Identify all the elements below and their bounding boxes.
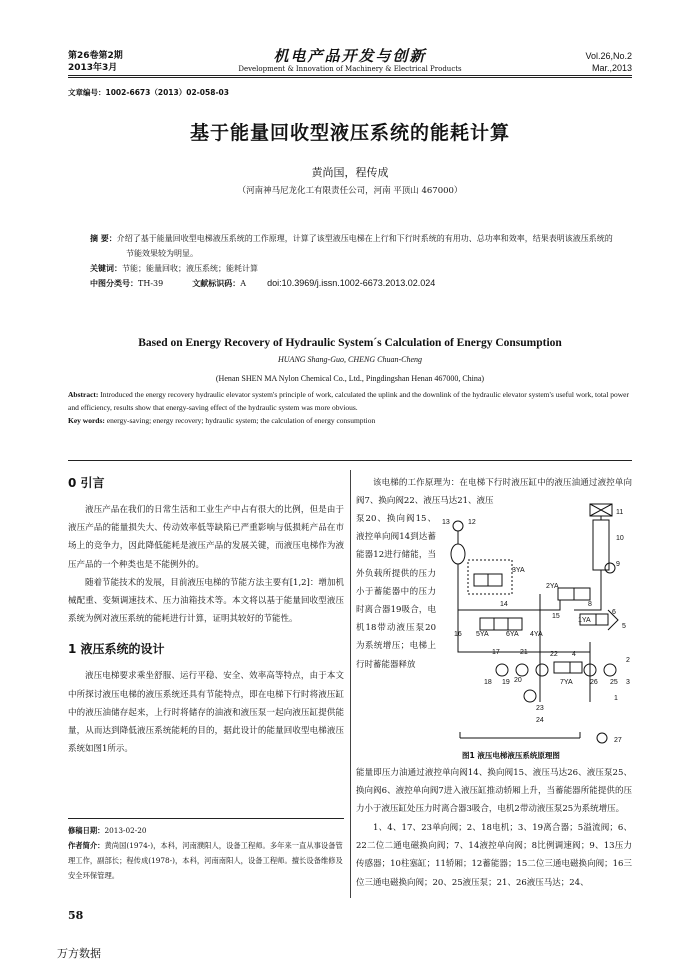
figure-label: 5	[622, 623, 626, 630]
figure-labels	[442, 509, 630, 744]
figure-label: 24	[536, 717, 544, 724]
keywords-en	[68, 414, 632, 427]
figure-label: 3	[626, 679, 630, 686]
article-number: 文章编号：1002-6673（2013）02-058-03	[68, 88, 229, 97]
affiliation-en: (Henan SHEN MA Nylon Chemical Co., Ltd., Pingdingshan Henan 467000, China)	[215, 374, 485, 383]
figure-label: 26	[590, 679, 598, 686]
figure-legend: 1、4、17、23单向阀；2、18电机；3、19离合器；5溢流阀；6、22二位二通电磁换向阀；7、14液控单向阀；8比例调速阀；9、13压力传感器；10柱塞缸；11轿厢；12蓄能器；15二位三通电磁换向阀；16三位三通电磁换向阀；20、25液压泵；21、26液压马达；24、	[356, 823, 632, 888]
authors-en: HUANG Shang-Guo, CHENG Chuan-Cheng	[278, 355, 422, 364]
keywords-en-text: energy-saving; energy recovery; hydraulic system; the calculation of energy consumption	[106, 416, 376, 425]
figure-label: 6YA	[506, 631, 519, 638]
right-paragraph-top: 该电梯的工作原理为：在电梯下行时液压缸中的液压油通过液控单向阀7、换向阀22、液压马达21、液压	[356, 478, 632, 507]
section-0-paragraph: 液压产品在我们的日常生活和工业生产中占有很大的比例，但是由于液压产品的能量损失大、传动效率低等缺陷已严重影响与低损耗产品在市场上的竞争力，因此降低能耗是液压产品的发展关键，而液压电梯作为液压产品的一个种类也是不能例外的。	[68, 505, 344, 570]
journal-title-zh: 机电产品开发与创新	[273, 47, 427, 65]
figure-label: 7YA	[560, 679, 573, 686]
figure-label: 12	[468, 519, 476, 526]
figure-label: 25	[610, 679, 618, 686]
pump-20	[516, 664, 528, 676]
clc-code: TH-39	[138, 279, 164, 288]
figure-label: 2YA	[546, 583, 559, 590]
keywords-label: 关键词：	[90, 264, 122, 273]
abstract-zh-body	[90, 231, 615, 261]
figure-label: 8	[588, 601, 592, 608]
figure-label: 3YA	[512, 567, 525, 574]
figure-label: 17	[492, 649, 500, 656]
figure-label: 1YA	[578, 617, 591, 624]
abstract-en-text: Introduced the energy recovery hydraulic elevator system's principle of work, calculated the uplink and the downlink of the hydraulic elevator system's useful work, total power and efficiency, results show that energy-saving effect of the hydraulic system was more obvious.	[68, 390, 629, 412]
abstract-zh	[90, 231, 615, 291]
header-rule-bottom	[68, 77, 632, 78]
section-0-paragraph: 随着节能技术的发展，目前液压电梯的节能方法主要有[1,2]：增加机械配重、变频调速技术、压力油箱技术等。本文将以基于能量回收型液压系统为例对液压系统的能耗进行计算，证明其较好的节能性。	[68, 577, 344, 625]
figure-label: 2	[626, 657, 630, 664]
figure-label: 15	[552, 613, 560, 620]
abstract-en	[68, 388, 632, 427]
revision-date	[68, 823, 344, 838]
volume-issue-en: Vol.26,No.2	[585, 51, 632, 61]
title-en: Based on Energy Recovery of Hydraulic System´s Calculation of Energy Consumption	[138, 337, 562, 349]
header-volume-en	[585, 50, 632, 74]
pressure-sensor	[453, 521, 463, 531]
date-en: Mar.,2013	[591, 63, 632, 73]
author-bio	[68, 838, 344, 883]
motor-18	[496, 664, 508, 676]
section-0-heading: 0 引言	[68, 476, 105, 490]
section-1-heading: 1 液压系统的设计	[68, 642, 165, 657]
authors: 黄尚国，程传成	[311, 166, 389, 179]
figure-label: 4YA	[530, 631, 543, 638]
right-paragraph-bottom: 能量即压力油通过液控单向阀14、换向阀15、液压马达26、液压泵25、换向阀6、液控单向阀7进入液压缸推动轿厢上升，当蓄能器所能提供的压力小于液压缸处压力时离合器3吸合，电机2带动液压泵25为系统增压。	[356, 768, 632, 815]
figure-label: 13	[442, 519, 450, 526]
motor-2	[604, 664, 616, 676]
header-journal	[180, 47, 520, 74]
column-divider	[350, 470, 351, 898]
author-bio-label: 作者简介：	[68, 841, 105, 850]
affiliation: （河南神马尼龙化工有限责任公司，河南 平顶山 467000）	[237, 186, 463, 196]
paper-title: 基于能量回收型液压系统的能耗计算	[189, 122, 510, 144]
volume-issue-zh: 第26卷第2期	[68, 51, 123, 61]
figure-label: 11	[616, 509, 624, 516]
figure-label: 4	[572, 651, 576, 658]
hydraulic-schematic-figure	[440, 502, 632, 747]
figure-label: 1	[614, 695, 618, 702]
header-rule-top	[68, 75, 632, 76]
right-paragraph-side: 泵20、换向阀15、液控单向阀14到达蓄能器12进行储能，当外负载所提供的压力小于蓄能器中的压力时离合器19吸合，电机18带动液压泵20为系统增压；电梯上行时蓄能器释放	[356, 514, 436, 670]
motor-21	[536, 664, 548, 676]
plunger-cylinder	[593, 520, 609, 570]
left-column	[68, 474, 344, 758]
keywords-text: 节能；能量回收；液压系统；能耗计算	[122, 264, 258, 273]
keywords-zh	[90, 261, 615, 276]
figure-label: 5YA	[476, 631, 489, 638]
figure-label: 16	[454, 631, 462, 638]
doc-code: A	[240, 279, 247, 288]
abstract-text: 介绍了基于能量回收型电梯液压系统的工作原理，计算了该型液压电梯在上行和下行时系统的有用功、总功率和效率，结果表明该液压系统的节能效果较为明显。	[116, 234, 613, 258]
footnote	[68, 823, 344, 883]
abstract-label: 摘 要：	[90, 234, 117, 243]
doc-code-label: 文献标识码：	[192, 279, 241, 288]
section-rule	[68, 460, 632, 461]
author-bio-text: 黄尚国(1974-)，本科，河南濮阳人，设备工程师。多年来一直从事设备管理工作，副部长；程传成(1978-)，本科，河南南阳人，设备工程师。擅长设备维修及安全环保管理。	[68, 841, 343, 880]
watermark: 万方数据	[57, 947, 101, 960]
figure-label: 10	[616, 535, 624, 542]
figure-label: 23	[536, 705, 544, 712]
keywords-en-label: Key words:	[68, 416, 105, 425]
figure-label: 27	[614, 737, 622, 744]
figure-label: 22	[550, 651, 558, 658]
revision-date-value: 2013-02-20	[104, 826, 147, 835]
section-1-paragraph: 液压电梯要求乘坐舒服、运行平稳、安全、效率高等特点，由于本文中所探讨液压电梯的液压系统还具有节能特点，即在电梯下行时将液压缸中的液压油储存起来，上行时将储存的油液和液压泵一起向液压缸提供能量，从而达到降低液压系统能耗的目的，据此设计的能量回收型电梯液压系统如图1所示。	[68, 671, 344, 755]
page-number: 58	[68, 909, 84, 922]
footnote-rule	[68, 818, 344, 819]
clc-label: 中图分类号：	[90, 279, 138, 288]
figure-label: 18	[484, 679, 492, 686]
figure-label: 20	[514, 677, 522, 684]
date-zh: 2013年3月	[68, 63, 118, 73]
figure-label: 14	[500, 601, 508, 608]
figure-label: 9	[616, 561, 620, 568]
journal-title-en: Development & Innovation of Machinery & Electrical Products	[238, 65, 462, 73]
classification-line	[90, 276, 615, 291]
figure-caption: 图1 液压电梯液压系统原理图	[462, 751, 560, 760]
abstract-en-body	[68, 388, 632, 414]
figure-label: 21	[520, 649, 528, 656]
accumulator	[451, 544, 465, 564]
figure-label: 19	[502, 679, 510, 686]
figure-label: 6	[612, 609, 616, 616]
revision-date-label: 修稿日期：	[68, 826, 105, 835]
doi[interactable]: doi:10.3969/j.issn.1002-6673.2013.02.024	[267, 278, 436, 288]
abstract-en-label: Abstract:	[68, 390, 99, 399]
header-volume	[68, 50, 123, 74]
